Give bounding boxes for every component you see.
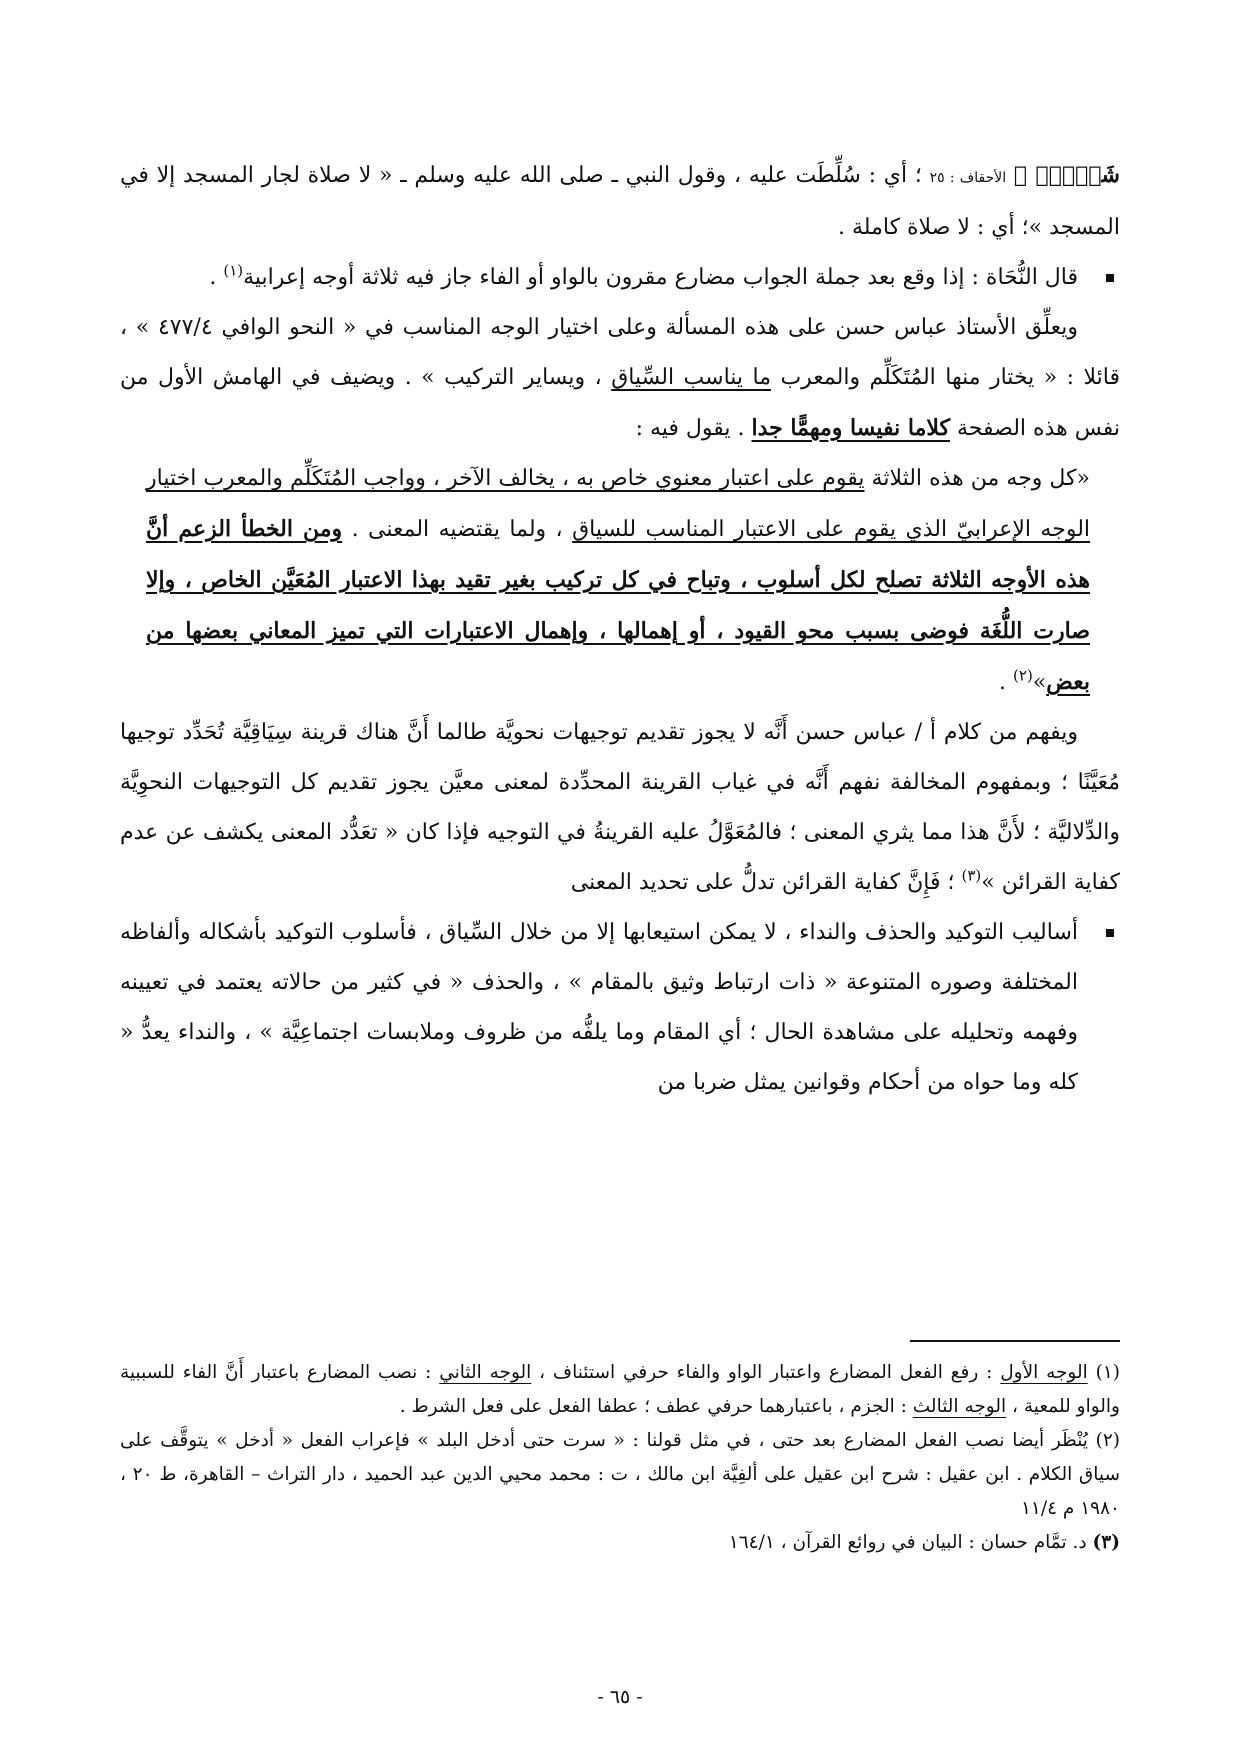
paragraph-1-text: ؛ أي : سُلِّطَت عليه ، وقول النبي ـ صلى الله عليه وسلم ـ « لا صلاة لجار المسجد إلا في المسجد »؛ أي : لا صلاة كاملة . <box>120 163 1120 240</box>
page-number: - ٦٥ - <box>597 1686 643 1708</box>
bullet-1-text: قال النُّحَاة : إذا وقع بعد جملة الجواب مضارع مقرون بالواو أو الفاء جاز فيه ثلاثة أوجه إعرابية <box>243 265 1078 290</box>
footnote-1: (١) الوجه الأول : رفع الفعل المضارع واعتبار الواو والفاء حرفي استئناف ، الوجه الثاني : نصب المضارع باعتبار أَنَّ الفاء للسببية والواو للمعية ، الوجه الثالث : الجزم ، باعتبارهما حرفي عطف ؛ عطفا الفعل على فعل الشرط . <box>120 1362 1120 1417</box>
footnote-ref-1[interactable]: (١) <box>223 261 244 280</box>
square-bullet-icon <box>1106 274 1114 282</box>
quran-source: الأحقاف : ٢٥ <box>929 170 1007 186</box>
footnote-ref-3[interactable]: (٣) <box>961 866 982 885</box>
underlined-phrase: ما يناسب السِّياق <box>611 365 771 390</box>
footnote-ref-2[interactable]: (٢) <box>1013 666 1033 685</box>
quran-fragment: شَيۡءٖۚ ﴾ <box>1013 162 1120 188</box>
bullet-1: قال النُّحَاة : إذا وقع بعد جملة الجواب مضارع مقرون بالواو أو الفاء جاز فيه ثلاثة أوجه إعرابية$^{(١)}$ . <box>120 253 1120 303</box>
paragraph-2: ويعلِّق الأستاذ عباس حسن على هذه المسألة وعلى اختيار الوجه المناسب في « النحو الوافي ٤٧٧/٤ » ، قائلا : « يختار منها المُتَكَلِّم والمعرب ما يناسب السِّياق ، ويساير التركيب » . ويضيف في الهامش الأول من نفس هذه الصفحة كلاما نفيسا ومهمًّا جدا . يقول فيه : <box>120 315 1120 441</box>
paragraph-3: ويفهم من كلام أ / عباس حسن أَنَّه لا يجوز تقديم توجيهات نحويَّة طالما أَنَّ هناك قرينة سِيَاقِيَّة تُحَدِّد توجيها مُعَيَّنًا ؛ وبمفهوم المخالفة نفهم أَنَّه في غياب القرينة المحدِّدة لمعنى معيَّن يجوز تقديم كل التوجيهات النحوِيَّة والدِّلاليَّة ؛ لأَنَّ هذا مما يثري المعنى ؛ فالمُعَوَّلُ عليه القرينةُ في التوجيه فإذا كان « تعَدُّد المعنى يكشف عن عدم كفاية القرائن »$^{(٣)}$ ؛ فَإِنَّ كفاية القرائن تدلُّ على تحديد المعنى <box>120 720 1120 895</box>
bullet-2 <box>120 908 1120 1108</box>
footnote-separator <box>910 1340 1120 1342</box>
bullet-2-text: أساليب التوكيد والحذف والنداء ، لا يمكن استيعابها إلا من خلال السِّياق ، فأسلوب التوكيد بأشكاله وألفاظه المختلفة وصوره المتنوعة « ذات ارتباط وثيق بالمقام » ، والحذف « في كثير من حالاته يعتمد في تعيينه وفهمه وتحليله على مشاهدة الحال ؛ أي المقام وما يلفُّه من ظروف وملابسات اجتماعِيَّة » ، والنداء يعدُّ « كله وما حواه من أحكام وقوانين يمثل ضربا من <box>120 920 1078 1095</box>
footnotes <box>120 1356 1120 1560</box>
footnote-3: (٣) د. تمَّام حسان : البيان في روائع القرآن ، ١٦٤/١ <box>728 1532 1120 1553</box>
square-bullet-icon <box>1106 929 1114 937</box>
quote-underlined: يقوم على اعتبار معنوي خاص به ، يخالف الآخر ، وواجب المُتَكَلِّم والمعرب اختيار الوجه الإعرابيّ الذي يقوم على الاعتبار المناسب للسياق <box>146 466 1091 542</box>
block-quote: «كل وجه من هذه الثلاثة يقوم على اعتبار معنوي خاص به ، يخالف الآخر ، وواجب المُتَكَلِّم والمعرب اختيار الوجه الإعرابيّ الذي يقوم على الاعتبار المناسب للسياق ، ولما يقتضيه المعنى . ومن الخطأ الزعم أنَّ هذه الأوجه الثلاثة تصلح لكل أسلوب ، وتباح في كل تركيب بغير تقيد بهذا الاعتبار المُعَيَّن الخاص ، وإلا صارت اللُّغَة فوضى بسبب محو القيود ، أو إهمالها ، وإهمال الاعتبارات التي تميز المعاني بعضها من بعض»$^{(٢)}$ . <box>146 466 1091 695</box>
footnote-2: (٢) يُنْظَر أيضا نصب الفعل المضارع بعد حتى ، في مثل قولنا : « سرت حتى أدخل البلد » فإعراب الفعل « أدخل » يتوقَّف على سياق الكلام . ابن عقيل : شرح ابن عقيل على ألفِيَّة ابن مالك ، ت : محمد محيي الدين عبد الحميد ، دار التراث – القاهرة، ط ٢٠ ، ١٩٨٠ م ١١/٤ <box>120 1430 1120 1519</box>
quote-emphasized: ومن الخطأ الزعم أنَّ هذه الأوجه الثلاثة تصلح لكل أسلوب ، وتباح في كل تركيب بغير تقيد بهذا الاعتبار المُعَيَّن الخاص ، وإلا صارت اللُّغَة فوضى بسبب محو القيود ، أو إهمالها ، وإهمال الاعتبارات التي تميز المعاني بعضها من بعض <box>146 516 1090 695</box>
main-text <box>120 150 1120 1108</box>
paragraph-1 <box>120 150 1120 253</box>
emphasized-phrase: كلاما نفيسا ومهمًّا جدا <box>751 415 951 441</box>
